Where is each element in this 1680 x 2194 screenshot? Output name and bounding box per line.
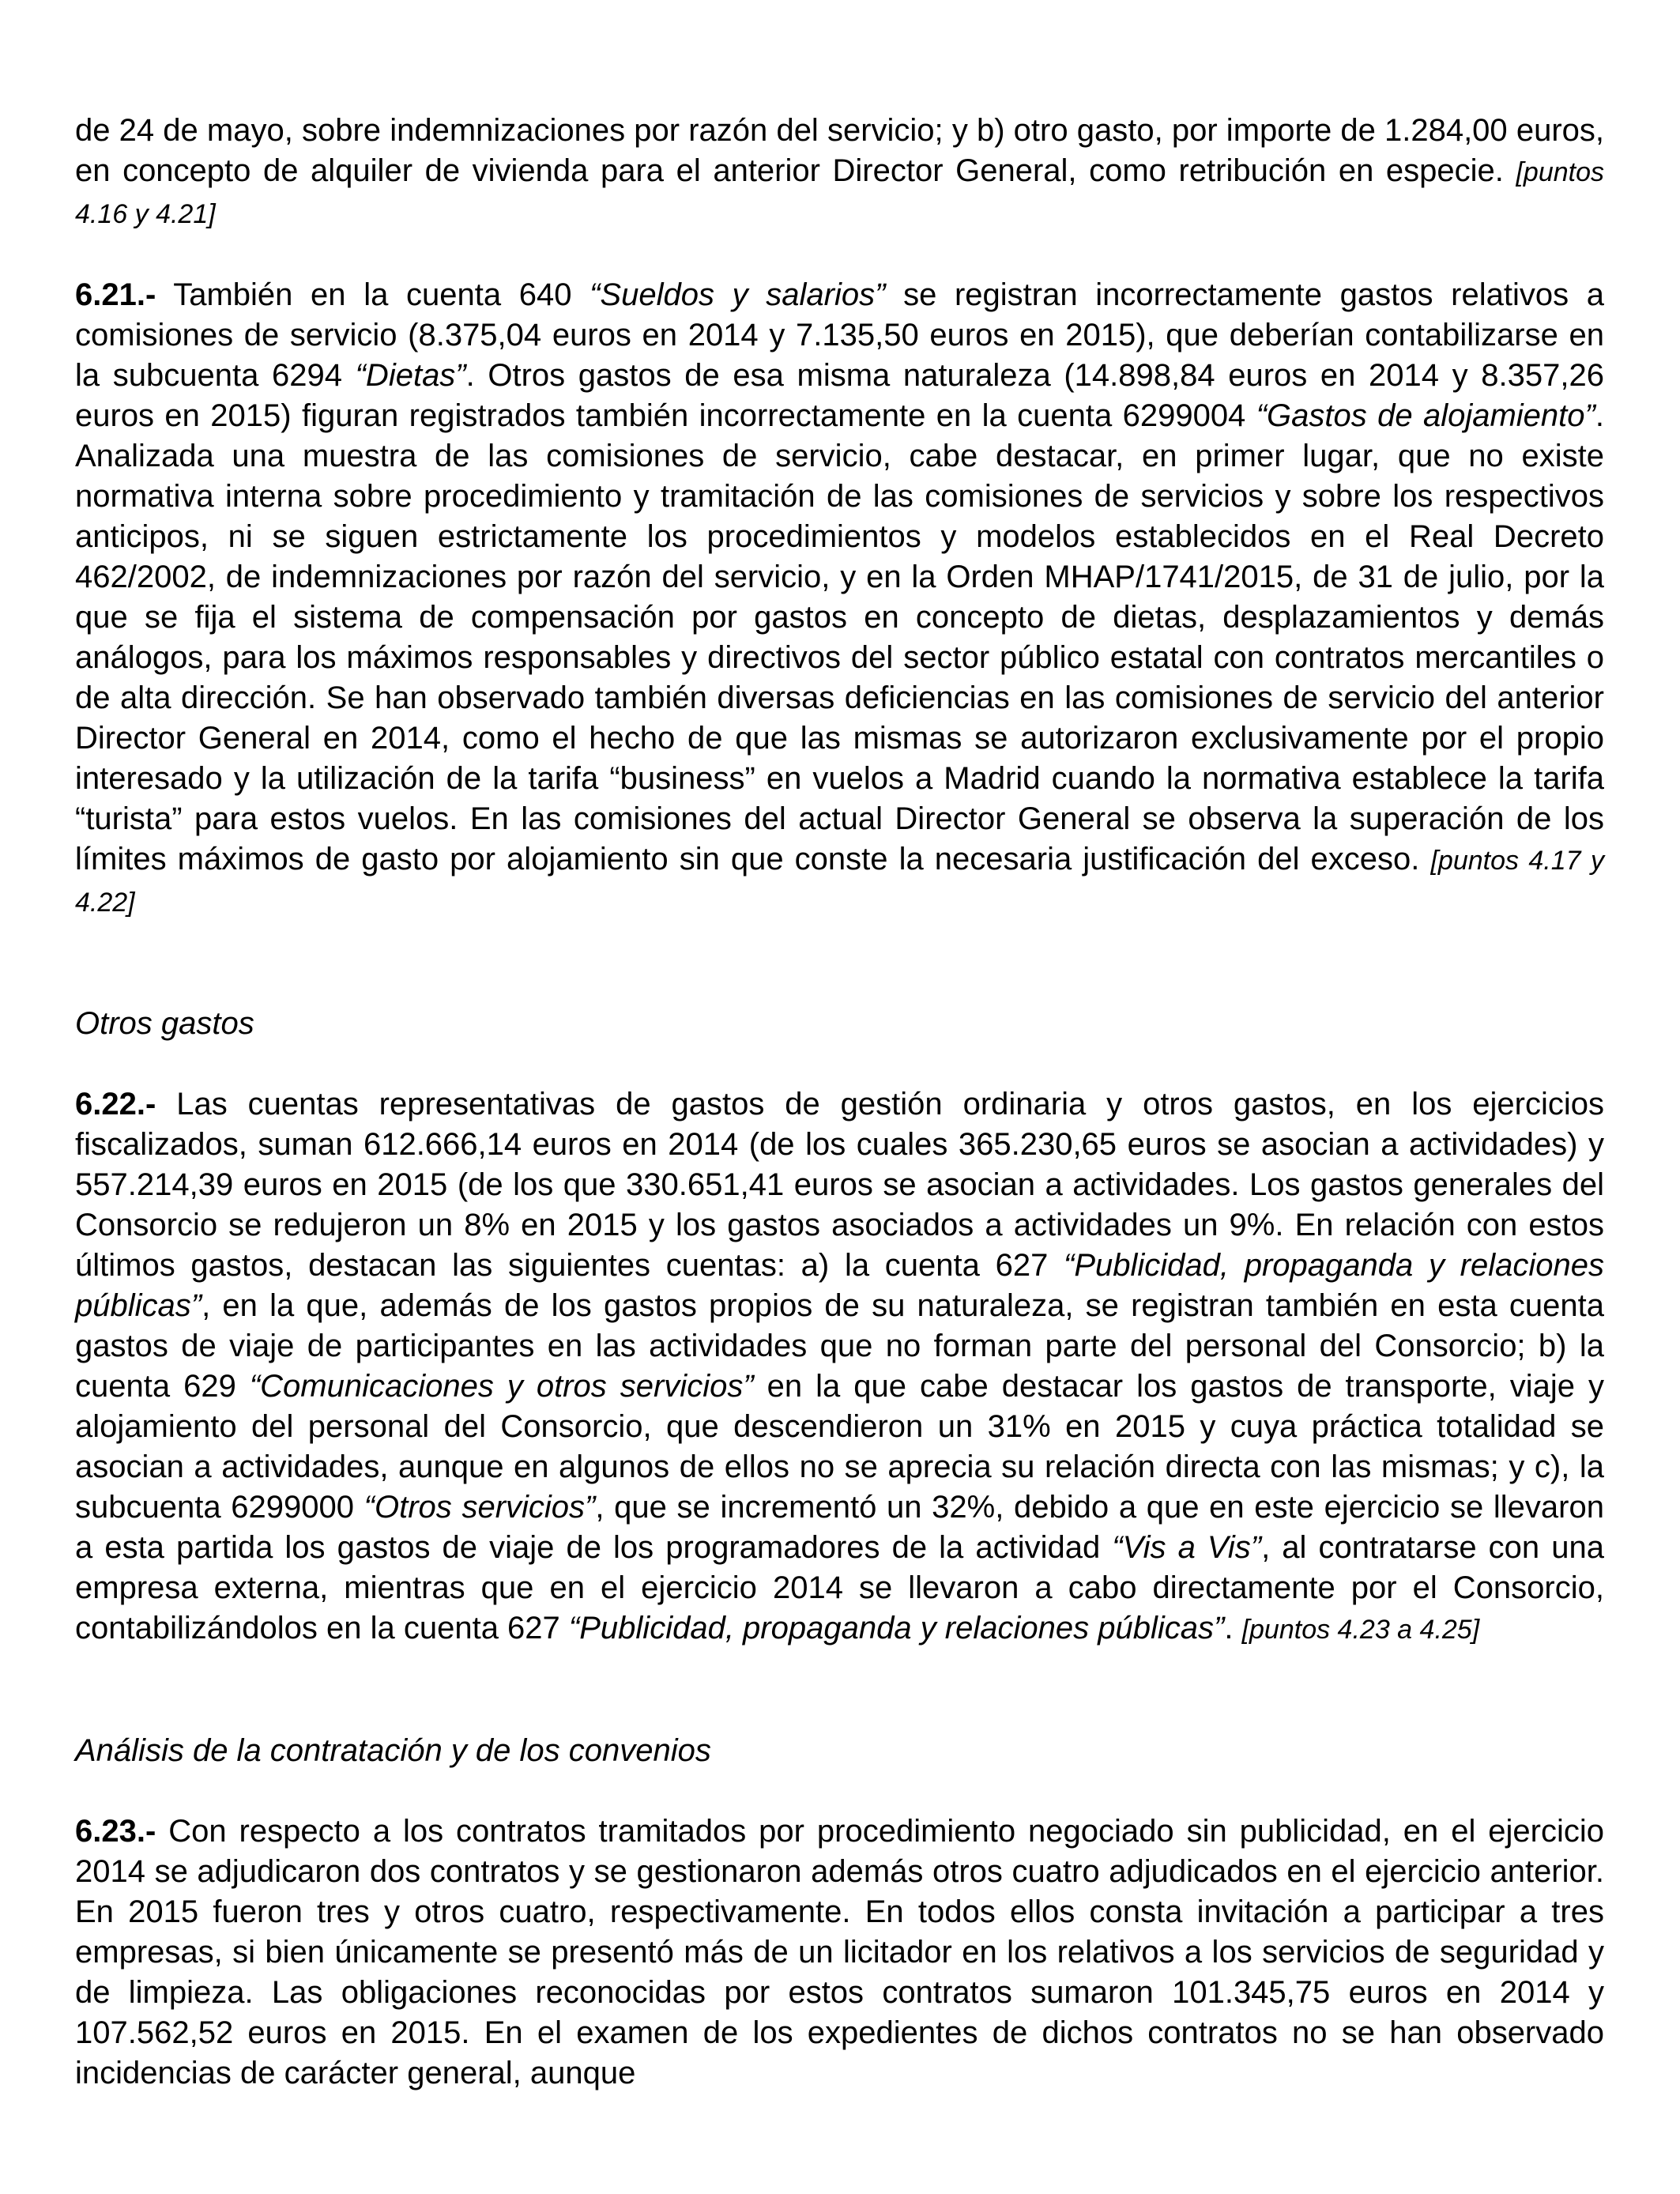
paragraph-continuation [75, 111, 1604, 235]
spacer [75, 1771, 1604, 1811]
section-6-22 [75, 1084, 1604, 1650]
italic-term: “Otros servicios” [363, 1490, 596, 1525]
spacer [75, 1650, 1604, 1731]
text-run: en la que cabe destacar los gastos de transporte, viaje y alojamiento del personal del Consorcio, que descendieron un 31% en 2015 y cuya práctica totalidad se asocian a actividades, aunque en algunos de ellos no se aprecia su relación directa con las mismas; y c), la subcuenta 6299000 [75, 1369, 1605, 1525]
text-run: Con respecto a los contratos tramitados por procedimiento negociado sin publicidad, en el ejercicio 2014 se adjudicaron dos contratos y se gestionaron además otros cuatro adjudicados en el ejercicio anterior. En 2015 fueron tres y otros cuatro, respectivamente. En todos ellos consta invitación a participar a tres empresas, si bien únicamente se presentó más de un licitador en los relativos a los servicios de seguridad y de limpieza. Las obligaciones reconocidas por estos contratos sumaron 101.345,75 euros en 2014 y 107.562,52 euros en 2015. En el examen de los expedientes de dichos contratos no se han observado incidencias de carácter general, aunque [75, 1814, 1604, 2090]
text-run: . [1224, 1611, 1234, 1646]
subheading-contratacion: Análisis de la contratación y de los convenios [75, 1733, 711, 1768]
spacer [75, 235, 1604, 275]
italic-term: “Dietas” [355, 358, 466, 393]
reference-note: [puntos 4.17 y 4.22] [75, 846, 1604, 918]
text-run: , que se incrementó un 32%, debido a que en este ejercicio se llevaron a esta partida los gastos de viaje de los programadores de la actividad [75, 1490, 1604, 1565]
italic-term: “Publicidad, propaganda y relaciones públicas” [75, 1248, 1604, 1323]
italic-term: “Gastos de alojamiento” [1256, 398, 1595, 433]
subheading-otros-gastos: Otros gastos [75, 1006, 254, 1041]
italic-term: “Vis a Vis” [1112, 1530, 1262, 1565]
text-run: . Analizada una muestra de las comisiones de servicio, cabe destacar, en primer lugar, que no existe normativa interna sobre procedimiento y tramitación de las comisiones de servicios y sobre los respectivos anticipos, ni se siguen estrictamente los procedimientos y modelos establecidos en el Real Decreto 462/2002, de indemnizaciones por razón del servicio, y en la Orden MHAP/1741/2015, de 31 de julio, por la que se fija el sistema de compensación por gastos en concepto de dietas, desplazamientos y demás análogos, para los máximos responsables y directivos del sector público estatal con contratos mercantiles o de alta dirección. Se han observado también diversas deficiencias en las comisiones de servicio del anterior Director General en 2014, como el hecho de que las mismas se autorizaron exclusivamente por el propio interesado y la utilización de la tarifa “business” en vuelos a Madrid cuando la normativa establece la tarifa “turista” para estos vuelos. En las comisiones del actual Director General se observa la superación de los límites máximos de gasto por alojamiento sin que conste la necesaria justificación del exceso. [75, 398, 1604, 876]
text-run: se registran incorrectamente gastos relativos a comisiones de servicio (8.375,04 euros en 2014 y 7.135,50 euros en 2015), que deberían contabilizarse en la subcuenta 6294 [75, 277, 1605, 393]
text-run: También en la cuenta 640 [173, 277, 572, 312]
reference-note: [puntos 4.16 y 4.21] [75, 157, 1604, 229]
text-run: , en la que, además de los gastos propios de su naturaleza, se registran también en esta cuenta gastos de viaje de participantes en las actividades que no forman parte del personal del Consorcio; b) la cuenta 629 [75, 1288, 1604, 1404]
section-6-21 [75, 275, 1604, 923]
section-number: 6.22.- [75, 1087, 156, 1122]
italic-term: “Sueldos y salarios” [590, 277, 886, 312]
italic-term: “Publicidad, propaganda y relaciones públicas” [568, 1611, 1225, 1646]
text-run: . Otros gastos de esa misma naturaleza (14.898,84 euros en 2014 y 8.357,26 euros en 2015) figuran registrados también incorrectamente en la cuenta 6299004 [75, 358, 1604, 433]
section-number: 6.21.- [75, 277, 156, 312]
document-page [75, 111, 1604, 2094]
section-number: 6.23.- [75, 1814, 156, 1849]
spacer [75, 923, 1604, 1004]
spacer [75, 1044, 1604, 1084]
section-6-23 [75, 1811, 1604, 2094]
text-run: Las cuentas representativas de gastos de gestión ordinaria y otros gastos, en los ejercicios fiscalizados, suman 612.666,14 euros en 2014 (de los cuales 365.230,65 euros se asocian a actividades) y 557.214,39 euros en 2015 (de los que 330.651,41 euros se asocian a actividades. Los gastos generales del Consorcio se redujeron un 8% en 2015 y los gastos asociados a actividades un 9%. En relación con estos últimos gastos, destacan las siguientes cuentas: a) la cuenta 627 [75, 1087, 1604, 1283]
italic-term: “Comunicaciones y otros servicios” [249, 1369, 754, 1404]
text-run: , al contratarse con una empresa externa, mientras que en el ejercicio 2014 se llevaron a cabo directamente por el Consorcio, contabilizándolos en la cuenta 627 [75, 1530, 1604, 1646]
reference-note: [puntos 4.23 a 4.25] [1241, 1615, 1480, 1645]
paragraph-text: de 24 de mayo, sobre indemnizaciones por razón del servicio; y b) otro gasto, por importe de 1.284,00 euros, en concepto de alquiler de vivienda para el anterior Director General, como retribución en especie. [75, 113, 1604, 188]
